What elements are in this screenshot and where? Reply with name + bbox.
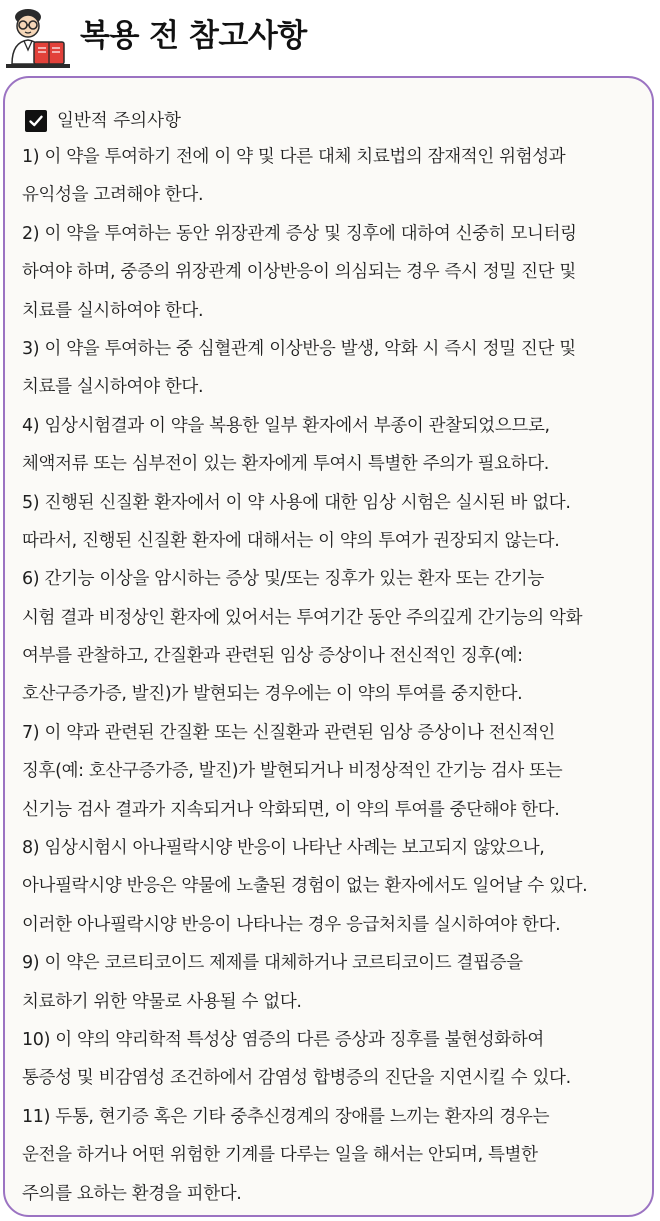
precaution-line: 7) 이 약과 관련된 간질환 또는 신질환과 관련된 임상 증상이나 전신적인	[22, 722, 555, 743]
precaution-line: 징후(예: 호산구증가증, 발진)가 발현되거나 비정상적인 간기능 검사 또는	[22, 761, 563, 782]
precaution-line: 10) 이 약의 약리학적 특성상 염증의 다른 증상과 징후를 불현성화하여	[22, 1029, 544, 1050]
precaution-item	[22, 1098, 650, 1213]
precaution-line: 여부를 관찰하고, 간질환과 관련된 임상 증상이나 전신적인 징후(예:	[22, 646, 523, 667]
precaution-line: 치료를 실시하여야 한다.	[22, 377, 204, 398]
precaution-line: 체액저류 또는 심부전이 있는 환자에게 투여시 특별한 주의가 필요하다.	[22, 454, 550, 475]
precaution-line: 주의를 요하는 환경을 피한다.	[22, 1183, 242, 1204]
precaution-item	[22, 330, 650, 407]
precaution-line: 4) 임상시험결과 이 약을 복용한 일부 환자에서 부종이 관찰되었으므로,	[22, 415, 550, 436]
precaution-line: 아나필락시양 반응은 약물에 노출된 경험이 없는 환자에서도 일어날 수 있다.	[22, 876, 588, 897]
precaution-line: 2) 이 약을 투여하는 동안 위장관계 증상 및 징후에 대하여 신중히 모니터링	[22, 223, 577, 244]
precaution-line: 치료를 실시하여야 한다.	[22, 300, 204, 321]
section-heading	[25, 108, 181, 134]
precaution-line: 11) 두통, 현기증 혹은 기타 중추신경계의 장애를 느끼는 환자의 경우는	[22, 1106, 550, 1127]
precaution-item	[22, 1021, 650, 1098]
precaution-list	[22, 138, 650, 1213]
precautions-card	[3, 76, 654, 1217]
precaution-item	[22, 944, 650, 1021]
doctor-reading-book-icon	[4, 4, 72, 70]
precaution-line: 시험 결과 비정상인 환자에 있어서는 투여기간 동안 주의깊게 간기능의 악화	[22, 607, 583, 628]
precaution-line: 9) 이 약은 코르티코이드 제제를 대체하거나 코르티코이드 결핍증을	[22, 953, 523, 974]
section-title: 일반적 주의사항	[57, 111, 181, 131]
precaution-line: 따라서, 진행된 신질환 환자에 대해서는 이 약의 투여가 권장되지 않는다.	[22, 530, 560, 551]
precaution-item	[22, 484, 650, 561]
precaution-line: 이러한 아나필락시양 반응이 나타나는 경우 응급처치를 실시하여야 한다.	[22, 914, 561, 935]
checked-checkbox-icon	[25, 110, 47, 132]
precaution-line: 8) 임상시험시 아나필락시양 반응이 나타난 사례는 보고되지 않았으나,	[22, 838, 545, 859]
precaution-item	[22, 215, 650, 330]
precaution-line: 5) 진행된 신질환 환자에서 이 약 사용에 대한 임상 시험은 실시된 바 없다.	[22, 492, 571, 513]
precaution-line: 유익성을 고려해야 한다.	[22, 185, 204, 206]
precaution-item	[22, 560, 650, 714]
precaution-item	[22, 138, 650, 215]
page-header	[0, 0, 660, 72]
precaution-line: 1) 이 약을 투여하기 전에 이 약 및 다른 대체 치료법의 잠재적인 위험성과	[22, 147, 566, 167]
precaution-line: 3) 이 약을 투여하는 중 심혈관계 이상반응 발생, 악화 시 즉시 정밀 진단 및	[22, 338, 576, 359]
precaution-line: 신기능 검사 결과가 지속되거나 악화되면, 이 약의 투여를 중단해야 한다.	[22, 799, 560, 820]
precaution-item	[22, 407, 650, 484]
precaution-item	[22, 714, 650, 829]
precaution-line: 통증성 및 비감염성 조건하에서 감염성 합병증의 진단을 지연시킬 수 있다.	[22, 1068, 571, 1089]
precaution-line: 치료하기 위한 약물로 사용될 수 없다.	[22, 991, 302, 1012]
precaution-item	[22, 829, 650, 944]
precaution-line: 운전을 하거나 어떤 위험한 기계를 다루는 일을 해서는 안되며, 특별한	[22, 1145, 538, 1166]
page-title: 복용 전 참고사항	[80, 18, 307, 54]
precaution-line: 호산구증가증, 발진)가 발현되는 경우에는 이 약의 투여를 중지한다.	[22, 684, 523, 705]
precaution-line: 6) 간기능 이상을 암시하는 증상 및/또는 징후가 있는 환자 또는 간기능	[22, 569, 544, 590]
precaution-line: 하여야 하며, 중증의 위장관계 이상반응이 의심되는 경우 즉시 정밀 진단 및	[22, 262, 576, 283]
